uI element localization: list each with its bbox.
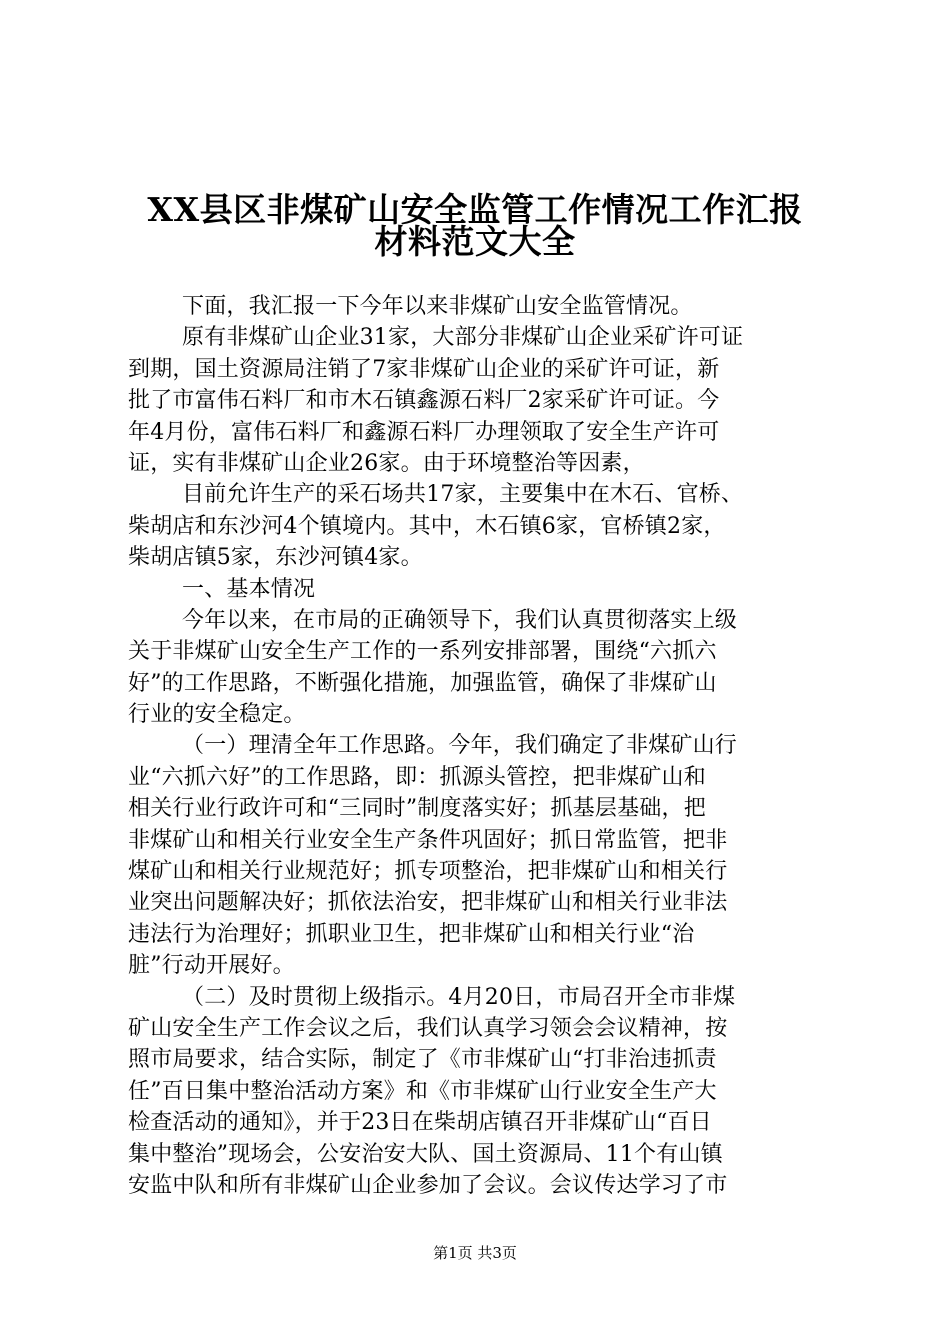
text-line: 业突出问题解决好；抓依法治安，把非煤矿山和相关行业非法 bbox=[128, 890, 728, 916]
text-line: 目前允许生产的采石场共17家，主要集中在木石、官桥、 bbox=[182, 482, 744, 508]
text-line: 煤矿山和相关行业规范好；抓专项整治，把非煤矿山和相关行 bbox=[128, 859, 728, 885]
text-line: 业“六抓六好”的工作思路，即：抓源头管控，把非煤矿山和 bbox=[128, 764, 706, 790]
text-line: 下面，我汇报一下今年以来非煤矿山安全监管情况。 bbox=[182, 294, 693, 319]
document-body bbox=[128, 291, 828, 1201]
text-line: 违法行为治理好；抓职业卫生，把非煤矿山和相关行业“治 bbox=[128, 921, 695, 947]
text-line: 一、基本情况 bbox=[182, 576, 316, 602]
text-line: 集中整治”现场会，公安治安大队、国土资源局、11个有山镇 bbox=[128, 1141, 723, 1167]
text-line: 任”百日集中整治活动方案》和《市非煤矿山行业安全生产大 bbox=[128, 1078, 717, 1104]
text-line: 柴胡店镇5家，东沙河镇4家。 bbox=[128, 545, 423, 571]
text-line: 非煤矿山和相关行业安全生产条件巩固好；抓日常监管，把非 bbox=[128, 827, 728, 853]
text-line: 关于非煤矿山安全生产工作的一系列安排部署，围绕“六抓六 bbox=[128, 639, 717, 665]
page-footer: 第1页 共3页 bbox=[433, 1244, 517, 1262]
text-line: 矿山安全生产工作会议之后，我们认真学习领会会议精神，按 bbox=[128, 1015, 728, 1041]
text-line: （二）及时贯彻上级指示。4月20日，市局召开全市非煤 bbox=[182, 984, 736, 1010]
text-line: 到期，国土资源局注销了7家非煤矿山企业的采矿许可证，新 bbox=[128, 356, 720, 382]
text-line: 安监中队和所有非煤矿山企业参加了会议。会议传达学习了市 bbox=[128, 1172, 728, 1198]
text-line: 脏”行动开展好。 bbox=[128, 953, 295, 979]
text-line: 行业的安全稳定。 bbox=[128, 702, 306, 728]
text-line: （一）理清全年工作思路。今年，我们确定了非煤矿山行 bbox=[182, 733, 738, 759]
text-line: 检查活动的通知》，并于23日在柴胡店镇召开非煤矿山“百日 bbox=[128, 1110, 712, 1136]
text-line: 证，实有非煤矿山企业26家。由于环境整治等因素， bbox=[128, 450, 645, 476]
text-line: 原有非煤矿山企业31家，大部分非煤矿山企业采矿许可证 bbox=[182, 325, 744, 351]
text-line: 今年以来，在市局的正确领导下，我们认真贯彻落实上级 bbox=[182, 607, 738, 633]
text-line: 年4月份，富伟石料厂和鑫源石料厂办理领取了安全生产许可 bbox=[128, 419, 720, 445]
document-title-line-1: XX县区非煤矿山安全监管工作情况工作汇报 bbox=[147, 190, 803, 229]
text-line: 好”的工作思路，不断强化措施，加强监管，确保了非煤矿山 bbox=[128, 670, 717, 696]
text-line: 相关行业行政许可和“三同时”制度落实好；抓基层基础，把 bbox=[128, 796, 706, 822]
text-line: 照市局要求，结合实际，制定了《市非煤矿山“打非治违抓责 bbox=[128, 1047, 717, 1073]
text-line: 柴胡店和东沙河4个镇境内。其中，木石镇6家，官桥镇2家， bbox=[128, 513, 726, 539]
text-line: 批了市富伟石料厂和市木石镇鑫源石料厂2家采矿许可证。今 bbox=[128, 388, 720, 414]
document-title-line-2: 材料范文大全 bbox=[374, 222, 576, 261]
